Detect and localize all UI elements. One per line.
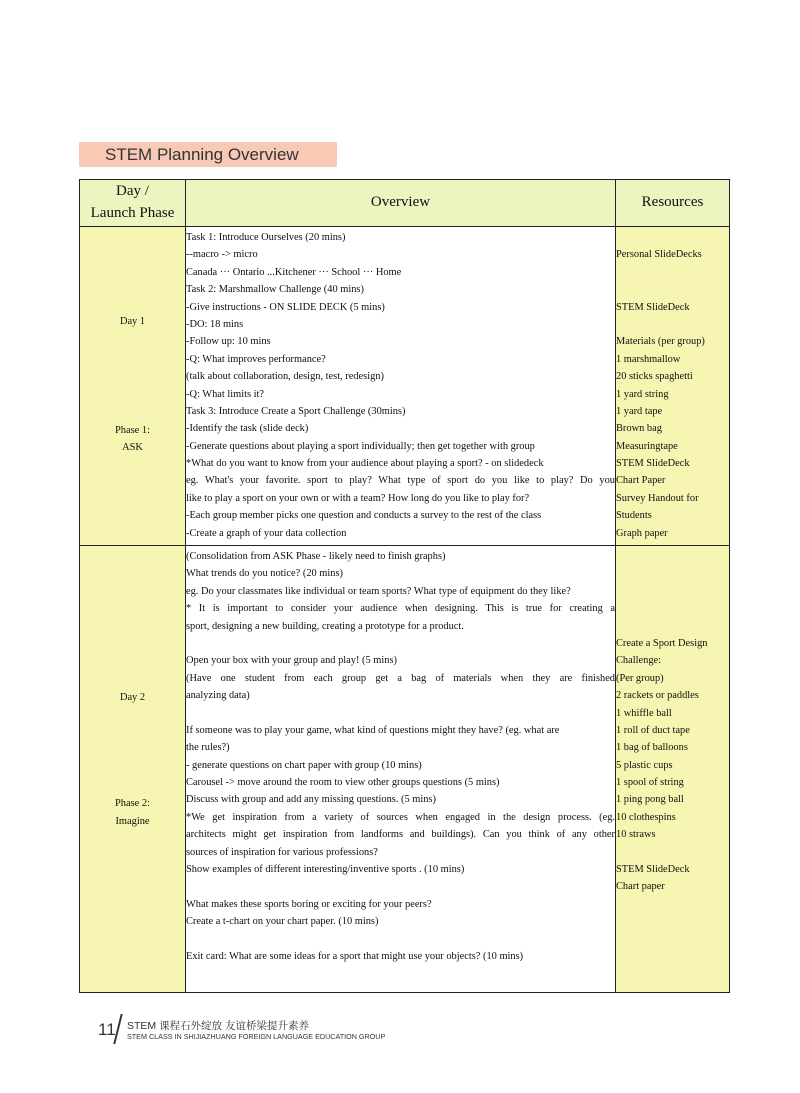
overview-line: -DO: 18 mins bbox=[186, 318, 244, 330]
overview-line: Canada ··· Ontario ...Kitchener ··· School ··· Home bbox=[186, 266, 402, 278]
resource-item: Create a Sport Design bbox=[616, 637, 708, 649]
overview-line: (Have one student from each group get a bag of materials when they are finished bbox=[186, 672, 615, 684]
resource-item: (Per group) bbox=[616, 672, 664, 684]
resource-item: STEM SlideDeck bbox=[616, 458, 690, 470]
resource-item: 2 rackets or paddles bbox=[616, 690, 699, 702]
resource-item bbox=[616, 316, 729, 333]
resource-item bbox=[616, 281, 729, 298]
overview-line: eg. What's your favorite. sport to play? What type of sport do you like to play? Do you bbox=[186, 475, 615, 487]
resource-item: 20 sticks spaghetti bbox=[616, 371, 693, 383]
resource-item bbox=[616, 565, 729, 582]
resource-item: Brown bag bbox=[616, 423, 662, 435]
resource-item: Chart paper bbox=[616, 881, 665, 893]
resource-item: Students bbox=[616, 510, 652, 522]
page-title: STEM Planning Overview bbox=[79, 142, 337, 167]
overview-line: (talk about collaboration, design, test, redesign) bbox=[186, 371, 384, 383]
overview-line: Task 3: Introduce Create a Sport Challenge (30mins) bbox=[186, 405, 406, 417]
planning-table bbox=[79, 179, 730, 993]
overview-line: Task 1: Introduce Ourselves (20 mins) bbox=[186, 232, 346, 243]
overview-line: -Q: What limits it? bbox=[186, 388, 265, 400]
resources-cell-day1 bbox=[616, 227, 730, 546]
overview-line: What trends do you notice? (20 mins) bbox=[186, 568, 343, 580]
table-row-day2 bbox=[80, 546, 730, 993]
resource-item bbox=[616, 618, 729, 635]
header-phase: Day / Launch Phase bbox=[80, 180, 186, 227]
day-label: Day 2 bbox=[119, 692, 146, 703]
footer-subtitle: STEM CLASS IN SHIJIAZHUANG FOREIGN LANGUAGE EDUCATION GROUP bbox=[127, 1032, 386, 1041]
resource-item: Chart Paper bbox=[616, 475, 666, 487]
resource-item: Materials (per group) bbox=[616, 336, 705, 348]
resource-item: 1 whiffle ball bbox=[616, 707, 672, 719]
overview-line: Open your box with your group and play! (5 mins) bbox=[186, 655, 397, 667]
phase-cell-day2 bbox=[80, 546, 186, 993]
resource-item bbox=[616, 229, 729, 246]
table-row-day1 bbox=[80, 227, 730, 546]
overview-line: -Q: What improves performance? bbox=[186, 353, 326, 365]
resource-item: 1 yard string bbox=[616, 388, 669, 400]
overview-line: like to play a sport on your own or with a team? How long do you like to play for? bbox=[186, 492, 530, 504]
resource-item: 1 spool of string bbox=[616, 777, 684, 789]
overview-line: What makes these sports boring or exciting for your peers? bbox=[186, 898, 432, 910]
overview-line: *We get inspiration from a variety of sources when engaged in the design process. (eg. bbox=[186, 811, 615, 823]
table-header-row bbox=[80, 180, 730, 227]
header-overview: Overview bbox=[186, 180, 616, 227]
resource-item: STEM SlideDeck bbox=[616, 864, 690, 876]
overview-line: (Consolidation from ASK Phase - likely need to finish graphs) bbox=[186, 551, 446, 562]
overview-line: -Create a graph of your data collection bbox=[186, 527, 347, 539]
resource-item: 1 marshmallow bbox=[616, 353, 681, 365]
overview-line: -Each group member picks one question and conducts a survey to the rest of the class bbox=[186, 510, 542, 522]
resource-item bbox=[616, 583, 729, 600]
resource-item bbox=[616, 264, 729, 281]
overview-line: -Give instructions - ON SLIDE DECK (5 mins) bbox=[186, 301, 385, 313]
resource-item: Graph paper bbox=[616, 527, 668, 539]
overview-line: the rules?) bbox=[186, 742, 230, 754]
resource-item: 1 roll of duct tape bbox=[616, 724, 690, 736]
phase-label: Phase 1: bbox=[115, 425, 150, 436]
phase-label: Phase 2: bbox=[115, 798, 150, 809]
resource-item: 1 bag of balloons bbox=[616, 742, 688, 754]
overview-line: sources of inspiration for various professions? bbox=[186, 846, 378, 858]
resource-item: Personal SlideDecks bbox=[616, 249, 702, 261]
resource-item: Challenge: bbox=[616, 655, 662, 667]
resource-item: Measuringtape bbox=[616, 440, 678, 452]
overview-cell-day1 bbox=[186, 227, 616, 546]
overview-line: -Generate questions about playing a sport individually; then get together with group bbox=[186, 440, 535, 452]
overview-line bbox=[186, 878, 615, 895]
overview-line: Task 2: Marshmallow Challenge (40 mins) bbox=[186, 284, 364, 296]
header-resources: Resources bbox=[616, 180, 730, 227]
overview-line bbox=[186, 705, 615, 722]
resource-item: 10 clothespins bbox=[616, 811, 676, 823]
resources-cell-day2 bbox=[616, 546, 730, 993]
day-label: Day 1 bbox=[119, 316, 146, 327]
overview-line bbox=[186, 635, 615, 652]
overview-line: * It is important to consider your audience when designing. This is true for creating a bbox=[186, 603, 615, 615]
resource-item bbox=[616, 600, 729, 617]
phase-name: Imagine bbox=[115, 816, 150, 827]
overview-line: Exit card: What are some ideas for a sport that might use your objects? (10 mins) bbox=[186, 950, 524, 962]
overview-line: architects might get inspiration from landforms and buildings). Can you think of any other bbox=[186, 829, 615, 841]
resource-item: STEM SlideDeck bbox=[616, 301, 690, 313]
overview-line: -Follow up: 10 mins bbox=[186, 336, 271, 348]
resource-item bbox=[616, 548, 729, 565]
phase-cell-day1 bbox=[80, 227, 186, 546]
overview-line: Create a t-chart on your chart paper. (10 mins) bbox=[186, 916, 379, 928]
overview-line: Discuss with group and add any missing questions. (5 mins) bbox=[186, 794, 436, 806]
resource-item bbox=[616, 844, 729, 861]
phase-name: ASK bbox=[122, 442, 143, 453]
overview-line bbox=[186, 931, 615, 948]
overview-line: - generate questions on chart paper with group (10 mins) bbox=[186, 759, 422, 771]
resource-item: 1 yard tape bbox=[616, 405, 663, 417]
overview-line: *What do you want to know from your audience about playing a sport? - on slidedeck bbox=[186, 458, 544, 470]
overview-line: eg. Do your classmates like individual or team sports? What type of equipment do they like? bbox=[186, 585, 571, 597]
resource-item: Survey Handout for bbox=[616, 492, 699, 504]
overview-line: Carousel -> move around the room to view other groups questions (5 mins) bbox=[186, 777, 500, 789]
overview-line: sport, designing a new building, creating a prototype for a product. bbox=[186, 620, 464, 632]
overview-line: Show examples of different interesting/inventive sports . (10 mins) bbox=[186, 864, 465, 876]
overview-line: If someone was to play your game, what kind of questions might they have? (eg. what are bbox=[186, 724, 560, 736]
overview-line: analyzing data) bbox=[186, 690, 250, 702]
resource-item: 5 plastic cups bbox=[616, 759, 673, 771]
resource-item: 10 straws bbox=[616, 829, 656, 841]
overview-cell-day2 bbox=[186, 546, 616, 993]
overview-line: --macro -> micro bbox=[186, 249, 258, 261]
overview-line: -Identify the task (slide deck) bbox=[186, 423, 309, 435]
resource-item: 1 ping pong ball bbox=[616, 794, 684, 806]
page-number: 11 bbox=[98, 1020, 116, 1039]
footer-title: STEM 课程石外绽放 友谊桥梁提升素养 bbox=[127, 1020, 310, 1032]
